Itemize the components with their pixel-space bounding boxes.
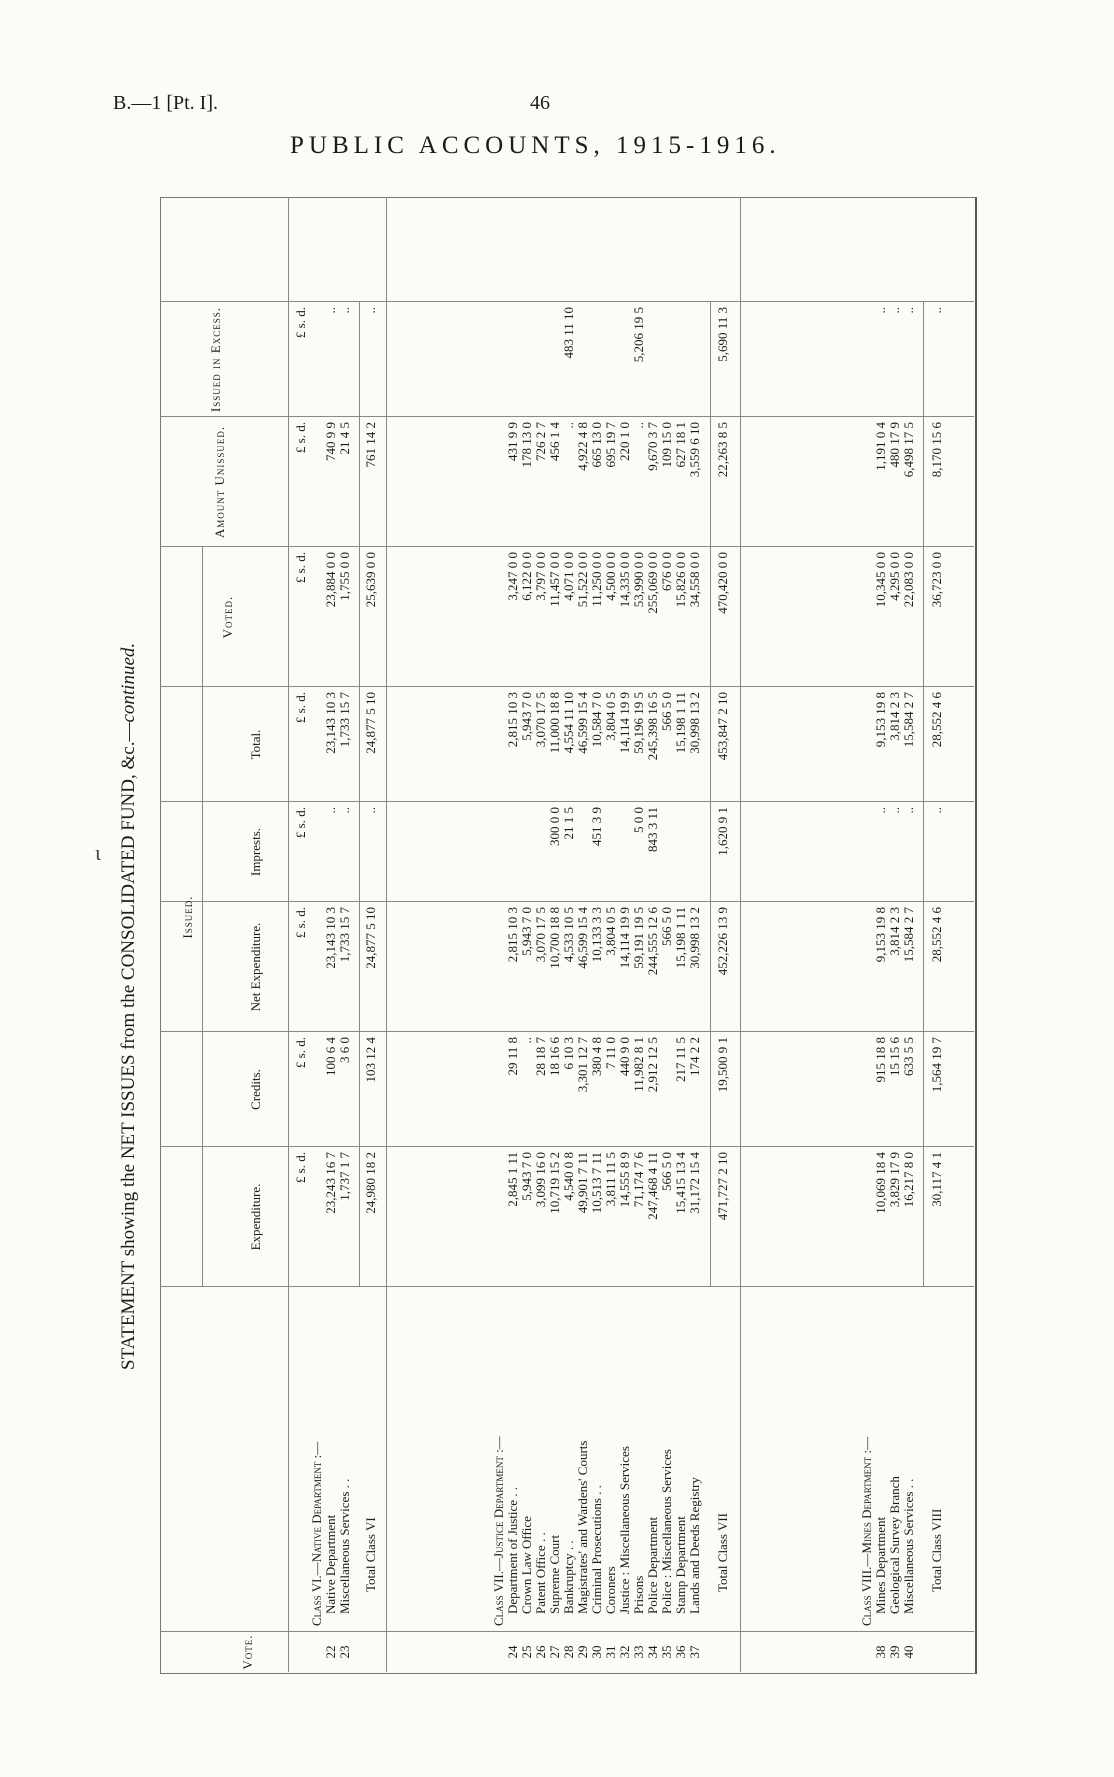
voted-cell: 4,071 0 0 (561, 552, 576, 601)
class-heading-row (860, 197, 874, 1672)
expenditure-cell: 31,172 15 4 (687, 1152, 702, 1214)
voted-cell: 255,069 0 0 (645, 552, 660, 614)
table-row (874, 197, 888, 1672)
net-expenditure-cell: 3,804 0 5 (603, 907, 618, 956)
expenditure-cell: 10,069 18 4 (873, 1152, 888, 1214)
class-heading: Class VI.—Native Department :— (309, 1441, 324, 1626)
voted-cell: 1,755 0 0 (337, 552, 352, 601)
vote-number: 34 (645, 1645, 660, 1659)
credits-cell: 1,564 19 7 (929, 1037, 944, 1093)
net-expenditure-cell: 3,070 17 5 (533, 907, 548, 963)
units-label: £ s. d. (293, 307, 308, 339)
imprests-cell: .. (873, 807, 888, 814)
voted-cell: 15,826 0 0 (673, 552, 688, 608)
units-label: £ s. d. (293, 807, 308, 839)
subtotal-rule (359, 302, 360, 1287)
excess-cell: .. (929, 307, 944, 314)
unissued-cell: 8,170 15 6 (929, 422, 944, 478)
unissued-cell: 4,922 4 8 (575, 422, 590, 471)
expenditure-cell: 23,243 16 7 (323, 1152, 338, 1214)
table-row (506, 197, 520, 1672)
credits-cell: 174 2 2 (687, 1037, 702, 1076)
unissued-cell: 695 19 7 (603, 422, 618, 468)
row-label: Patent Office . . (533, 1532, 548, 1614)
net-expenditure-cell: 452,226 13 9 (715, 907, 730, 976)
units-label: £ s. d. (293, 692, 308, 724)
credits-cell: 100 6 4 (323, 1037, 338, 1076)
imprests-cell: .. (901, 807, 916, 814)
unissued-cell: 220 1 0 (617, 422, 632, 461)
voted-cell: 6,122 0 0 (519, 552, 534, 601)
total-cell: 15,584 2 7 (901, 692, 916, 748)
table-row (646, 197, 660, 1672)
credits-cell: .. (519, 1037, 534, 1044)
net-expenditure-cell: 1,733 15 7 (337, 907, 352, 963)
net-expenditure-cell: 10,133 3 3 (589, 907, 604, 963)
excess-cell: 5,206 19 5 (631, 307, 646, 363)
imprests-cell: .. (887, 807, 902, 814)
credits-header: Credits. (248, 1069, 263, 1110)
statement-caption (118, 370, 140, 1370)
unissued-cell: 109 15 0 (659, 422, 674, 468)
row-label: Department of Justice . . (505, 1486, 520, 1614)
units-label: £ s. d. (293, 1037, 308, 1069)
credits-cell: 19,500 9 1 (715, 1037, 730, 1093)
row-label: Police : Miscellaneous Services (659, 1449, 674, 1614)
voted-cell: 676 0 0 (659, 552, 674, 591)
total-cell: 245,398 16 5 (645, 692, 660, 761)
total-cell: 3,070 17 5 (533, 692, 548, 748)
total-cell: 3,814 2 3 (887, 692, 902, 741)
expenditure-cell: 10,513 7 11 (589, 1152, 604, 1214)
vote-number: 35 (659, 1645, 674, 1659)
header-rule (288, 197, 289, 1672)
imprests-cell: 1,620 9 1 (715, 807, 730, 856)
row-label: Miscellaneous Services . . (901, 1478, 916, 1614)
voted-cell: 25,639 0 0 (363, 552, 378, 608)
table-row (338, 197, 352, 1672)
expenditure-cell: 566 5 0 (659, 1152, 674, 1191)
unissued-cell: 456 1 4 (547, 422, 562, 461)
table-row (688, 197, 702, 1672)
vote-number: 26 (533, 1645, 548, 1659)
page-title: PUBLIC ACCOUNTS, 1915-1916. (290, 132, 781, 159)
unissued-cell: .. (561, 422, 576, 429)
class-rule (740, 197, 741, 1672)
unissued-cell: 22,263 8 5 (715, 422, 730, 478)
vote-number: 38 (873, 1645, 888, 1659)
total-cell: 11,000 18 8 (547, 692, 562, 754)
units-row (294, 197, 308, 1672)
imprests-cell: .. (337, 807, 352, 814)
total-cell: 2,815 10 3 (505, 692, 520, 748)
total-row (716, 197, 730, 1672)
expenditure-cell: 24,980 18 2 (363, 1152, 378, 1214)
row-label: Magistrates' and Wardens' Courts (575, 1440, 590, 1614)
unissued-cell: 740 9 9 (323, 422, 338, 461)
row-label: Stamp Department (673, 1516, 688, 1614)
vote-number: 29 (575, 1645, 590, 1659)
vote-number: 33 (631, 1645, 646, 1659)
total-cell: 24,877 5 10 (363, 692, 378, 754)
row-label: Miscellaneous Services . . (337, 1478, 352, 1614)
credits-cell: 15 15 6 (887, 1037, 902, 1076)
row-label: Mines Department (873, 1516, 888, 1614)
credits-cell: 380 4 8 (589, 1037, 604, 1076)
table-row (548, 197, 562, 1672)
unissued-cell: 1,191 0 4 (873, 422, 888, 471)
class-heading: Class VII.—Justice Department :— (491, 1436, 506, 1626)
net-expenditure-cell: 4,533 10 5 (561, 907, 576, 963)
total-label: Total Class VI (363, 1517, 378, 1592)
vote-number: 22 (323, 1645, 338, 1659)
net-expenditure-cell: 244,555 12 6 (645, 907, 660, 976)
total-label: Total Class VII (715, 1512, 730, 1592)
class-heading-row (492, 197, 506, 1672)
issued-rule (202, 547, 203, 1287)
row-label: Lands and Deeds Registry (687, 1477, 702, 1614)
expenditure-cell: 1,737 1 7 (337, 1152, 352, 1201)
net-expenditure-cell: 28,552 4 6 (929, 907, 944, 963)
excess-cell: 5,690 11 3 (715, 307, 730, 362)
expenditure-header: Expenditure. (248, 1183, 263, 1251)
imprests-cell: .. (323, 807, 338, 814)
table-row (902, 197, 916, 1672)
total-cell: 566 5 0 (659, 692, 674, 731)
credits-cell: 3,301 12 7 (575, 1037, 590, 1093)
vote-number: 25 (519, 1645, 534, 1659)
vote-number: 27 (547, 1645, 562, 1659)
net-expenditure-cell: 9,153 19 8 (873, 907, 888, 963)
unissued-cell: 21 4 5 (337, 422, 352, 455)
unissued-cell: 761 14 2 (363, 422, 378, 468)
table-row (674, 197, 688, 1672)
table-row (590, 197, 604, 1672)
voted-cell: 11,457 0 0 (547, 552, 562, 607)
table-row (618, 197, 632, 1672)
imprests-cell: 5 0 0 (631, 807, 646, 833)
net-expenditure-cell: 15,198 1 11 (673, 907, 688, 969)
total-row (364, 197, 378, 1672)
net-expenditure-header: Net Expenditure. (248, 922, 263, 1012)
net-expenditure-cell: 2,815 10 3 (505, 907, 520, 963)
total-cell: 1,733 15 7 (337, 692, 352, 748)
expenditure-cell: 3,829 17 9 (887, 1152, 902, 1208)
accounts-table (160, 197, 974, 1672)
excess-cell: .. (901, 307, 916, 314)
expenditure-cell: 4,540 0 8 (561, 1152, 576, 1201)
credits-cell: 3 6 0 (337, 1037, 352, 1063)
net-expenditure-cell: 15,584 2 7 (901, 907, 916, 963)
document-reference: B.—1 [Pt. I]. (113, 92, 218, 114)
total-cell: 30,998 13 2 (687, 692, 702, 754)
row-label: Criminal Prosecutions . . (589, 1485, 604, 1614)
voted-cell: 23,884 0 0 (323, 552, 338, 608)
vote-number: 31 (603, 1645, 618, 1659)
expenditure-cell: 71,174 7 6 (631, 1152, 646, 1208)
imprests-header: Imprests. (248, 827, 263, 877)
voted-header: Voted. (220, 595, 235, 639)
unissued-cell: 178 13 0 (519, 422, 534, 468)
vote-number: 24 (505, 1645, 520, 1659)
unissued-cell: 3,559 6 10 (687, 422, 702, 478)
credits-cell: 440 9 0 (617, 1037, 632, 1076)
vote-number: 32 (617, 1645, 632, 1659)
imprests-cell: 21 1 5 (561, 807, 576, 840)
voted-cell: 11,250 0 0 (589, 552, 604, 607)
total-cell: 453,847 2 10 (715, 692, 730, 761)
total-cell: 10,584 7 0 (589, 692, 604, 748)
table-row (888, 197, 902, 1672)
voted-cell: 4,500 0 0 (603, 552, 618, 601)
credits-cell: 915 18 8 (873, 1037, 888, 1083)
total-label: Total Class VIII (929, 1508, 944, 1592)
unissued-cell: 627 18 1 (673, 422, 688, 468)
expenditure-cell: 10,719 15 2 (547, 1152, 562, 1214)
net-expenditure-cell: 10,700 18 8 (547, 907, 562, 969)
voted-cell: 53,990 0 0 (631, 552, 646, 608)
credits-cell: 103 12 4 (363, 1037, 378, 1083)
imprests-cell: .. (363, 807, 378, 814)
voted-cell: 4,295 0 0 (887, 552, 902, 601)
voted-cell: 36,723 0 0 (929, 552, 944, 608)
vote-number: 30 (589, 1645, 604, 1659)
imprests-cell: 451 3 9 (589, 807, 604, 846)
credits-cell: 29 11 8 (505, 1037, 520, 1076)
expenditure-cell: 30,117 4 1 (929, 1152, 944, 1207)
total-cell: 46,599 15 4 (575, 692, 590, 754)
vote-number: 23 (337, 1645, 352, 1659)
excess-cell: 483 11 10 (561, 307, 576, 359)
excess-cell: .. (323, 307, 338, 314)
credits-cell: 7 11 0 (603, 1037, 618, 1070)
vote-header: Vote. (240, 1634, 255, 1670)
row-label: Native Department (323, 1514, 338, 1614)
row-label: Geological Survey Branch (887, 1476, 902, 1614)
total-header: Total. (248, 729, 263, 760)
voted-cell: 14,335 0 0 (617, 552, 632, 608)
total-cell: 5,943 7 0 (519, 692, 534, 741)
table-row (660, 197, 674, 1672)
excess-cell: .. (873, 307, 888, 314)
net-expenditure-cell: 3,814 2 3 (887, 907, 902, 956)
expenditure-cell: 14,555 8 9 (617, 1152, 632, 1208)
expenditure-cell: 3,811 11 5 (603, 1152, 618, 1207)
table-row (576, 197, 590, 1672)
expenditure-cell: 5,943 7 0 (519, 1152, 534, 1201)
table-row (324, 197, 338, 1672)
net-expenditure-cell: 46,599 15 4 (575, 907, 590, 969)
total-cell: 15,198 1 11 (673, 692, 688, 754)
imprests-cell: 300 0 0 (547, 807, 562, 846)
row-label: Coroners (603, 1566, 618, 1614)
net-expenditure-cell: 23,143 10 3 (323, 907, 338, 969)
net-expenditure-cell: 30,998 13 2 (687, 907, 702, 969)
credits-cell: 11,982 8 1 (631, 1037, 646, 1092)
vote-number: 36 (673, 1645, 688, 1659)
credits-cell: 18 16 6 (547, 1037, 562, 1076)
voted-cell: 10,345 0 0 (873, 552, 888, 608)
imprests-cell: .. (929, 807, 944, 814)
expenditure-cell: 16,217 8 0 (901, 1152, 916, 1208)
expenditure-cell: 15,415 13 4 (673, 1152, 688, 1214)
table-row (562, 197, 576, 1672)
net-expenditure-cell: 59,191 19 5 (631, 907, 646, 969)
issued-header: Issued. (180, 895, 195, 939)
unissued-cell: 665 13 0 (589, 422, 604, 468)
expenditure-cell: 471,727 2 10 (715, 1152, 730, 1221)
vote-number: 37 (687, 1645, 702, 1659)
row-label: Prisons (631, 1575, 646, 1614)
row-label: Crown Law Office (519, 1516, 534, 1614)
expenditure-cell: 3,099 16 0 (533, 1152, 548, 1208)
row-label: Police Department (645, 1516, 660, 1614)
row-label: Justice : Miscellaneous Services (617, 1446, 632, 1614)
expenditure-cell: 2,845 1 11 (505, 1152, 520, 1207)
credits-cell: 6 10 3 (561, 1037, 576, 1070)
vote-number: 39 (887, 1645, 902, 1659)
page-number: 46 (530, 92, 550, 114)
total-cell: 28,552 4 6 (929, 692, 944, 748)
voted-cell: 3,247 0 0 (505, 552, 520, 601)
unissued-cell: 480 17 9 (887, 422, 902, 468)
units-label: £ s. d. (293, 422, 308, 454)
unissued-cell: 6,498 17 5 (901, 422, 916, 478)
subtotal-rule (710, 302, 711, 1287)
class-rule (386, 197, 387, 1672)
issued-in-excess-header: Issued in Excess. (208, 306, 223, 413)
unissued-cell: 9,670 3 7 (645, 422, 660, 471)
expenditure-cell: 49,901 7 11 (575, 1152, 590, 1214)
class-heading: Class VIII.—Mines Department :— (859, 1436, 874, 1626)
table-row (632, 197, 646, 1672)
table-row (534, 197, 548, 1672)
units-label: £ s. d. (293, 1152, 308, 1184)
excess-cell: .. (363, 307, 378, 314)
vote-number: 40 (901, 1645, 916, 1659)
voted-cell: 34,558 0 0 (687, 552, 702, 608)
table-row (520, 197, 534, 1672)
subtotal-rule (923, 302, 924, 1287)
imprests-cell: 843 3 11 (645, 807, 660, 853)
total-cell: 23,143 10 3 (323, 692, 338, 754)
total-cell: 4,554 11 10 (561, 692, 576, 754)
row-label: Bankruptcy . . (561, 1540, 576, 1614)
credits-cell: 28 18 7 (533, 1037, 548, 1076)
credits-cell: 2,912 12 5 (645, 1037, 660, 1093)
voted-cell: 3,797 0 0 (533, 552, 548, 601)
expenditure-cell: 247,468 4 11 (645, 1152, 660, 1220)
total-cell: 3,804 0 5 (603, 692, 618, 741)
voted-cell: 51,522 0 0 (575, 552, 590, 608)
credits-cell: 217 11 5 (673, 1037, 688, 1083)
unissued-cell: 431 9 9 (505, 422, 520, 461)
class-heading-row (310, 197, 324, 1672)
voted-cell: 22,083 0 0 (901, 552, 916, 608)
total-cell: 9,153 19 8 (873, 692, 888, 748)
caption-main: STATEMENT showing the NET ISSUES from the CONSOLIDATED FUND, &c.— (118, 722, 139, 1370)
net-expenditure-cell: 566 5 0 (659, 907, 674, 946)
row-label: Supreme Court (547, 1534, 562, 1614)
units-label: £ s. d. (293, 907, 308, 939)
caption-continued: continued. (118, 642, 139, 723)
net-expenditure-cell: 24,877 5 10 (363, 907, 378, 969)
amount-unissued-header: Amount Unissued. (212, 425, 227, 539)
unissued-cell: .. (631, 422, 646, 429)
total-row (930, 197, 944, 1672)
table-row (604, 197, 618, 1672)
excess-cell: .. (337, 307, 352, 314)
net-expenditure-cell: 5,943 7 0 (519, 907, 534, 956)
total-cell: 59,196 19 5 (631, 692, 646, 754)
credits-cell: 633 5 5 (901, 1037, 916, 1076)
scan-mark: ɩ (95, 840, 101, 865)
unissued-cell: 726 2 7 (533, 422, 548, 461)
excess-cell: .. (887, 307, 902, 314)
net-expenditure-cell: 14,114 19 9 (617, 907, 632, 969)
vote-number: 28 (561, 1645, 576, 1659)
units-label: £ s. d. (293, 552, 308, 584)
total-cell: 14,114 19 9 (617, 692, 632, 754)
voted-cell: 470,420 0 0 (715, 552, 730, 614)
